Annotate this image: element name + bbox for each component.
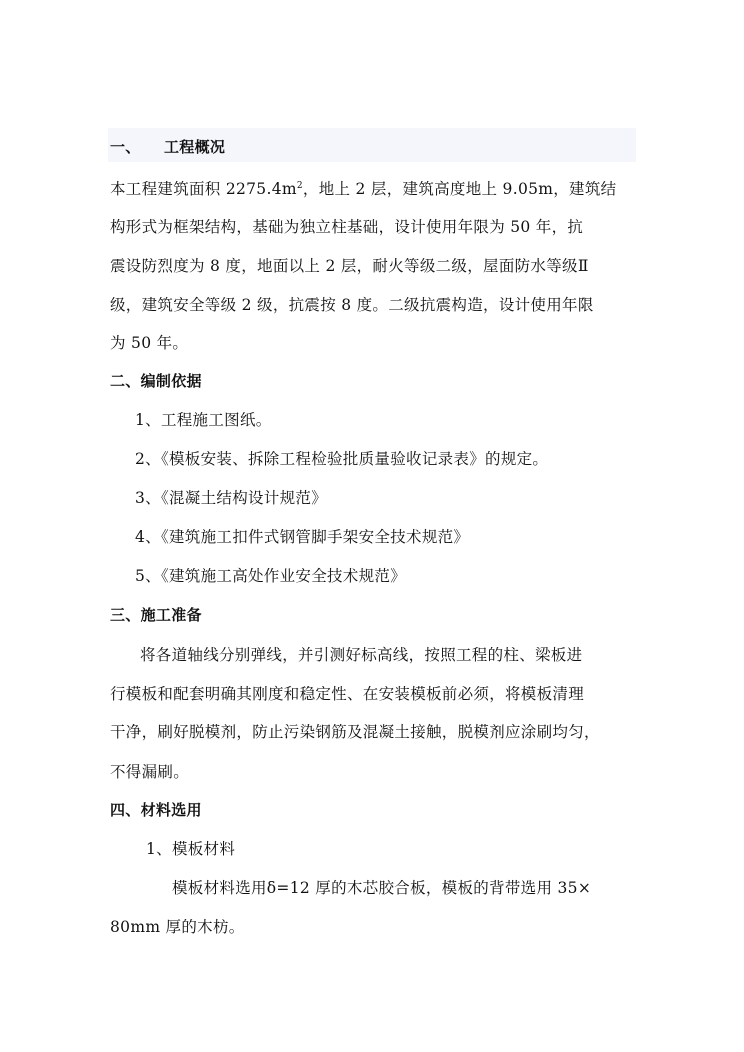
paragraph-line: 干净，刷好脱模剂，防止污染钢筋及混凝土接触，脱模剂应涂刷均匀， — [110, 723, 600, 741]
section-2-heading: 二、编制依据 — [110, 372, 202, 390]
paragraph-line: 80mm 厚的木枋。 — [110, 918, 245, 936]
list-item: 4、《建筑施工扣件式钢管脚手架安全技术规范》 — [135, 528, 470, 546]
section-1-number: 一、 — [110, 138, 141, 156]
section-3-heading: 三、施工准备 — [110, 606, 202, 624]
area-text: 本工程建筑面积 2275.4m — [110, 180, 297, 198]
list-item: 3、《混凝土结构设计规范》 — [135, 489, 328, 507]
section-1-heading — [110, 137, 635, 157]
paragraph-line: 不得漏刷。 — [110, 763, 190, 781]
paragraph-line: 构形式为框架结构，基础为独立柱基础，设计使用年限为 50 年，抗 — [110, 218, 584, 236]
paragraph-line: 将各道轴线分别弹线，并引测好标高线，按照工程的柱、梁板进 — [140, 646, 583, 664]
superscript: 2 — [296, 180, 303, 191]
line-text: ，地上 2 层，建筑高度地上 9.05m，建筑结 — [302, 180, 617, 198]
paragraph-line: 行模板和配套明确其刚度和稳定性、在安装模板前必须，将模板清理 — [110, 685, 585, 703]
subsection-title: 1、模板材料 — [146, 840, 236, 858]
paragraph-line: 模板材料选用δ=12 厚的木芯胶合板，模板的背带选用 35× — [172, 879, 592, 897]
paragraph-line: 级，建筑安全等级 2 级，抗震按 8 度。二级抗震构造，设计使用年限 — [110, 296, 594, 314]
section-1-title: 工程概况 — [164, 138, 226, 156]
list-item: 2、《模板安装、拆除工程检验批质量验收记录表》的规定。 — [135, 450, 549, 468]
list-item: 5、《建筑施工高处作业安全技术规范》 — [135, 567, 407, 585]
section-4-heading: 四、材料选用 — [110, 801, 202, 819]
paragraph-line — [110, 179, 635, 199]
paragraph-line: 震设防烈度为 8 度，地面以上 2 层，耐火等级二级，屋面防水等级Ⅱ — [110, 257, 589, 275]
list-item: 1、工程施工图纸。 — [135, 411, 272, 429]
paragraph-line: 为 50 年。 — [110, 334, 189, 352]
